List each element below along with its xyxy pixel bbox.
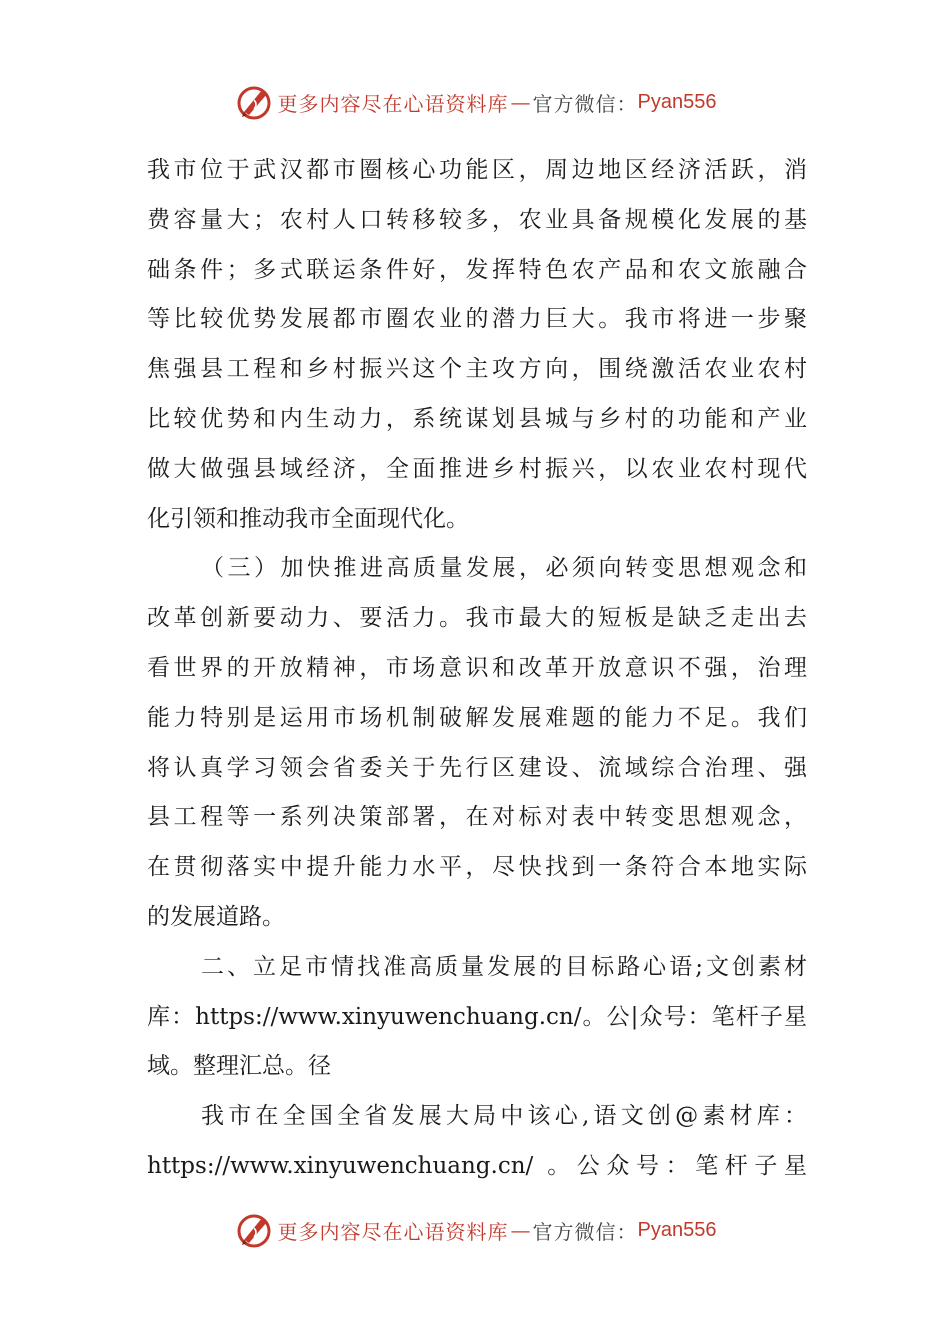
text-line: 等比较优势发展都市圈农业的潜力巨大。我市将进一步聚	[147, 306, 807, 333]
pen-logo-icon	[234, 1210, 274, 1250]
banner-wechat-id: Pyan556	[637, 1218, 717, 1241]
text-line: 化引领和推动我市全面现代化。	[147, 505, 469, 532]
banner-dash: —	[510, 90, 531, 114]
text-line: 看世界的开放精神，市场意识和改革开放意识不强，治理	[147, 654, 807, 681]
text-line: 焦强县工程和乡村振兴这个主攻方向，围绕激活农业农村	[147, 356, 807, 383]
text-line: 础条件；多式联运条件好，发挥特色农产品和农文旅融合	[147, 256, 807, 283]
text-line: 县工程等一系列决策部署，在对标对表中转变思想观念，	[147, 804, 807, 831]
text-line: 域。整理汇总。径	[147, 1053, 331, 1080]
text-line: （三）加快推进高质量发展，必须向转变思想观念和	[201, 555, 807, 582]
banner-text: 更多内容尽在心语资料库	[277, 1219, 509, 1244]
banner-wechat-label: 官方微信：	[532, 91, 638, 116]
text-line: 的发展道路。	[147, 903, 285, 930]
text-line: 比较优势和内生动力，系统谋划县城与乡村的功能和产业	[147, 405, 807, 432]
section-heading-line: 二、立足市情找准高质量发展的目标路心语;文创素材	[201, 953, 807, 980]
banner-wechat-label: 官方微信：	[532, 1219, 638, 1244]
banner-text: 更多内容尽在心语资料库	[277, 91, 509, 116]
text-line: 在贯彻落实中提升能力水平，尽快找到一条符合本地实际	[147, 854, 807, 881]
text-line: 费容量大；农村人口转移较多，农业具备规模化发展的基	[147, 206, 807, 233]
text-line: 库：https://www.xinyuwenchuang.cn/。公|众号：笔杆子星	[147, 1003, 807, 1030]
banner-dash: —	[510, 1218, 531, 1242]
text-line: 将认真学习领会省委关于先行区建设、流域综合治理、强	[147, 754, 807, 781]
text-line: https://www.xinyuwenchuang.cn/ 。公众号：笔杆子星	[147, 1152, 807, 1179]
footer-banner	[0, 1208, 950, 1252]
text-line: 我市位于武汉都市圈核心功能区，周边地区经济活跃，消	[147, 157, 807, 183]
text-line: 做大做强县域经济，全面推进乡村振兴，以农业农村现代	[147, 455, 807, 482]
header-banner	[0, 80, 950, 124]
banner-wechat-id: Pyan556	[637, 90, 717, 113]
document-body	[147, 146, 807, 1192]
text-line: 改革创新要动力、要活力。我市最大的短板是缺乏走出去	[147, 605, 807, 632]
text-line: 能力特别是运用市场机制破解发展难题的能力不足。我们	[147, 704, 807, 731]
pen-logo-icon	[234, 82, 274, 122]
text-line: 我市在全国全省发展大局中该心,语文创@素材库：	[201, 1103, 807, 1130]
